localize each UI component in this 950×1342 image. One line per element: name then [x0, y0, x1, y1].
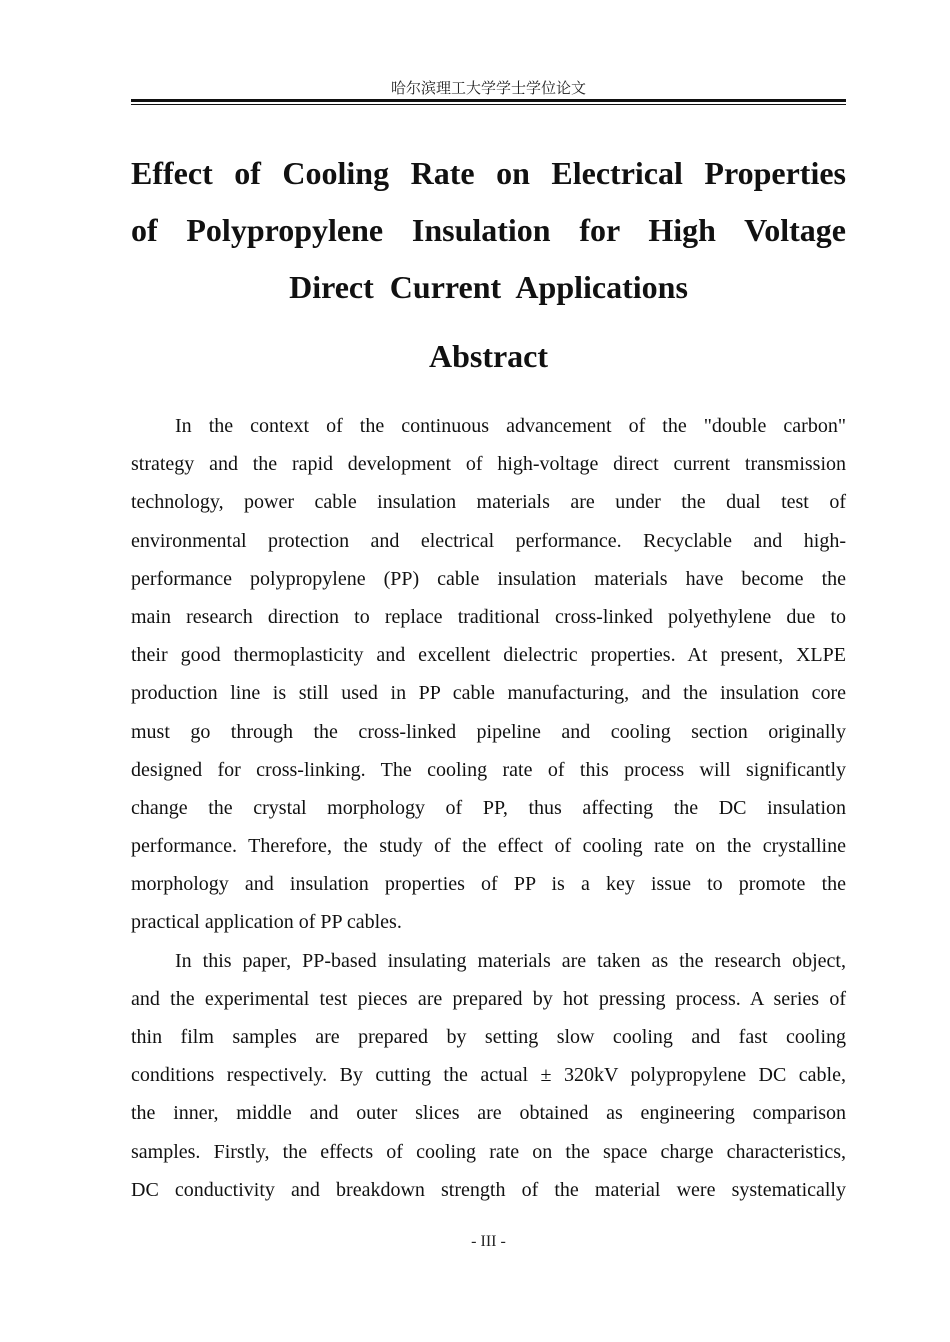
paragraph-2-line-1: In this paper, PP-based insulating materials are taken as the research object,: [175, 949, 846, 972]
paragraph-2-line-6: samples. Firstly, the effects of cooling rate on the space charge characteristics,: [131, 1140, 846, 1163]
header-rule-thin: [131, 104, 846, 105]
paragraph-1-line-7: their good thermoplasticity and excellent dielectric properties. At present, XLPE: [131, 644, 846, 667]
paragraph-2-line-4: conditions respectively. By cutting the actual ± 320kV polypropylene DC cable,: [131, 1064, 846, 1087]
paragraph-1-line-5: performance polypropylene (PP) cable insulation materials have become the: [131, 567, 846, 590]
paragraph-2-line-7: DC conductivity and breakdown strength of the material were systematically: [131, 1178, 846, 1201]
abstract-heading: Abstract: [428, 338, 549, 374]
paragraph-1-line-9: must go through the cross-linked pipeline and cooling section originally: [131, 720, 846, 743]
paragraph-1-line-4: environmental protection and electrical performance. Recyclable and high-: [131, 529, 846, 552]
paragraph-1-line-2: strategy and the rapid development of high-voltage direct current transmission: [131, 453, 846, 476]
page-number: - III -: [471, 1233, 506, 1250]
document-title: [131, 145, 846, 316]
paragraph-1-line-1: In the context of the continuous advancement of the "double carbon": [175, 415, 846, 437]
running-header: 哈尔滨理工大学学士学位论文: [390, 79, 586, 97]
paragraph-1-line-14: practical application of PP cables.: [131, 911, 402, 934]
paragraph-1-line-6: main research direction to replace traditional cross-linked polyethylene due to: [131, 605, 846, 628]
paragraph-1-line-11: change the crystal morphology of PP, thus affecting the DC insulation: [131, 796, 846, 819]
paragraph-2-line-5: the inner, middle and outer slices are obtained as engineering comparison: [131, 1102, 846, 1125]
paragraph-1-line-10: designed for cross-linking. The cooling rate of this process will significantly: [131, 758, 846, 781]
title-line-3: Direct Current Applications: [289, 269, 688, 305]
paragraph-2-line-3: thin film samples are prepared by setting slow cooling and fast cooling: [131, 1026, 846, 1048]
paragraph-1-line-8: production line is still used in PP cable manufacturing, and the insulation core: [131, 682, 846, 705]
paragraph-2-line-2: and the experimental test pieces are prepared by hot pressing process. A series of: [131, 987, 846, 1010]
title-line-1: Effect of Cooling Rate on Electrical Properties: [131, 155, 846, 191]
paragraph-1-line-3: technology, power cable insulation materials are under the dual test of: [131, 491, 846, 514]
header-rule-thick: [131, 99, 846, 102]
abstract-body: [131, 407, 846, 1209]
title-line-2: of Polypropylene Insulation for High Voltage: [131, 212, 846, 248]
paragraph-1-line-12: performance. Therefore, the study of the effect of cooling rate on the crystalline: [131, 835, 846, 858]
paragraph-1-line-13: morphology and insulation properties of PP is a key issue to promote the: [131, 873, 846, 896]
